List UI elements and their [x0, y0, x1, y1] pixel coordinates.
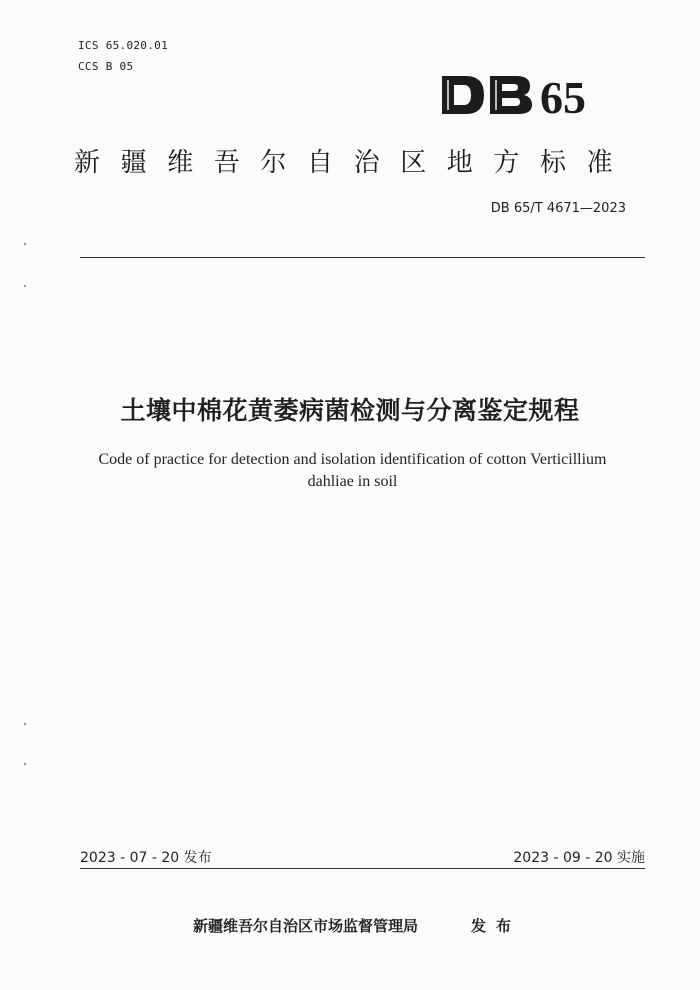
- ics-code: ICS 65.020.01: [78, 39, 168, 52]
- publish-label: 发布: [471, 917, 522, 935]
- scan-speck: [24, 243, 26, 245]
- bottom-divider: [80, 868, 645, 869]
- db65-logo: [440, 72, 600, 118]
- issue-date: 2023 - 07 - 20 发布: [80, 850, 212, 866]
- document-title-cn: 土壤中棉花黄萎病菌检测与分离鉴定规程: [120, 396, 580, 425]
- issuing-region-title: 新疆维吾尔自治区地方标准: [74, 148, 634, 178]
- standard-number: DB 65/T 4671—2023: [490, 201, 626, 216]
- scan-speck: [24, 763, 26, 765]
- svg-text:65: 65: [540, 72, 586, 118]
- ccs-code: CCS B 05: [78, 60, 134, 73]
- top-divider: [80, 257, 645, 258]
- scan-speck: [24, 723, 26, 725]
- publisher-name: 新疆维吾尔自治区市场监督管理局: [193, 917, 419, 935]
- document-title-en: Code of practice for detection and isolation identification of cotton Verticillium dahliae in soil: [98, 451, 607, 490]
- scan-speck: [24, 285, 26, 287]
- implementation-date: 2023 - 09 - 20 实施: [513, 850, 645, 866]
